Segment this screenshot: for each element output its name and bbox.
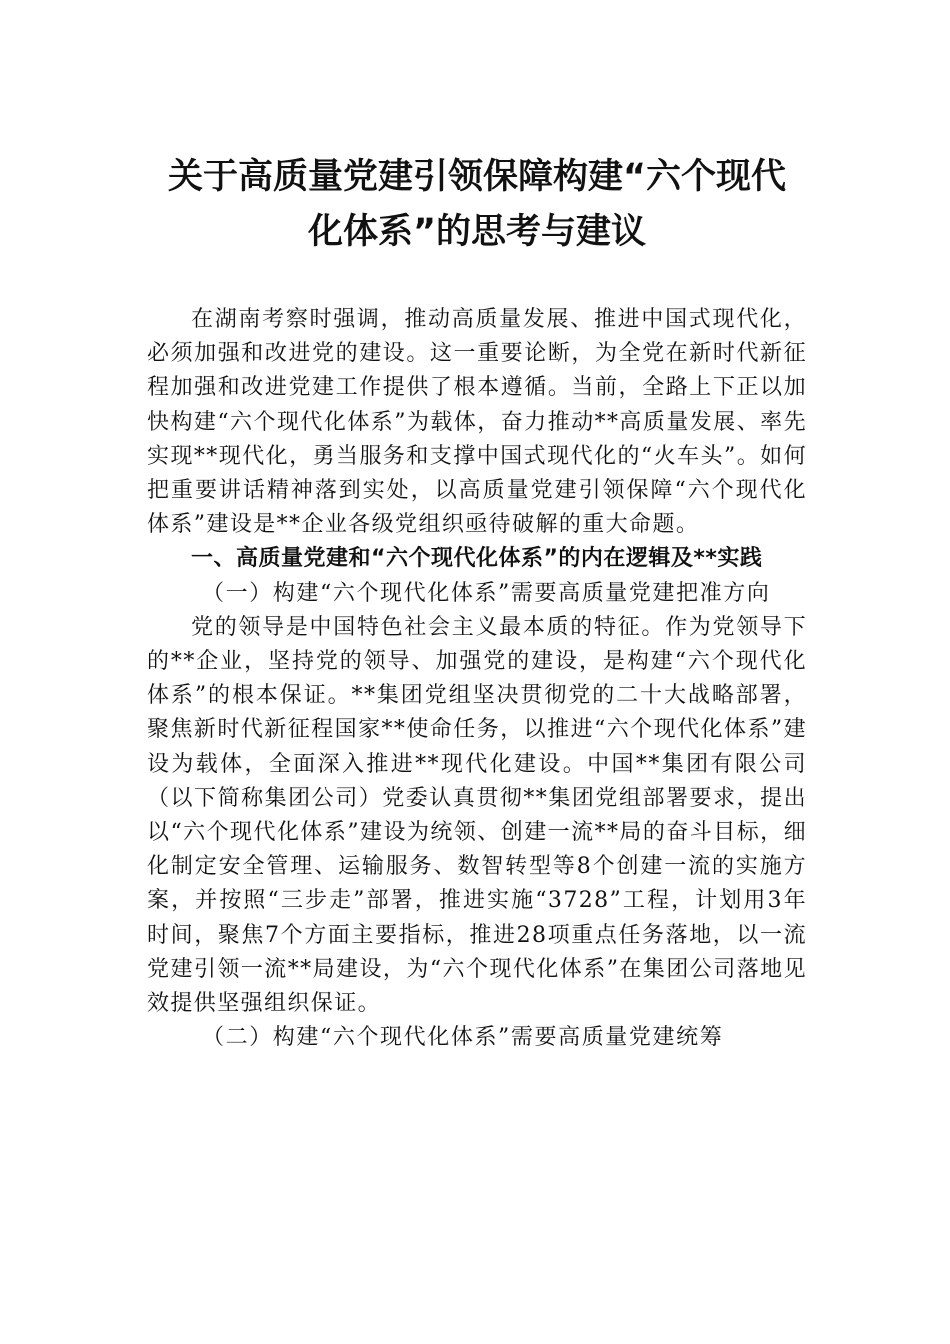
subsection-heading-2: （二）构建“六个现代化体系”需要高质量党建统筹 <box>202 1025 724 1051</box>
document-page <box>147 150 807 1055</box>
section-heading-1: 一、高质量党建和“六个现代化体系”的内在逻辑及**实践 <box>191 546 763 572</box>
intro-paragraph: 在湖南考察时强调，推动高质量发展、推进中国式现代化，必须加强和改进党的建设。这一重要论断，为全党在新时代新征程加强和改进党建工作提供了根本遵循。当前，全路上下正以加快构建“六个现代化体系”为载体，奋力推动**高质量发展、率先实现**现代化，勇当服务和支撑中国式现代化的“火车头”。如何把重要讲话精神落到实处，以高质量党建引领保障“六个现代化体系”建设是**企业各级党组织亟待破解的重大命题。 <box>147 307 807 538</box>
body-paragraph-1: 党的领导是中国特色社会主义最本质的特征。作为党领导下的**企业，坚持党的领导、加强党的建设，是构建“六个现代化体系”的根本保证。**集团党组坚决贯彻党的二十大战略部署，聚焦新时代新征程国家**使命任务，以推进“六个现代化体系”建设为载体，全面深入推进**现代化建设。中国**集团有限公司（以下简称集团公司）党委认真贯彻**集团党组部署要求，提出以“六个现代化体系”建设为统领、创建一流**局的奋斗目标，细化制定安全管理、运输服务、数智转型等8个创建一流的实施方案，并按照“三步走”部署，推进实施“3728”工程，计划用3年时间，聚焦7个方面主要指标，推进28项重点任务落地，以一流党建引领一流**局建设，为“六个现代化体系”在集团公司落地见效提供坚强组织保证。 <box>147 614 807 1017</box>
title-line-2: 化体系”的思考与建议 <box>307 212 646 252</box>
title-line-1: 关于高质量党建引领保障构建“六个现代 <box>167 157 786 197</box>
document-title <box>147 150 807 260</box>
subsection-heading-1: （一）构建“六个现代化体系”需要高质量党建把准方向 <box>202 580 771 606</box>
